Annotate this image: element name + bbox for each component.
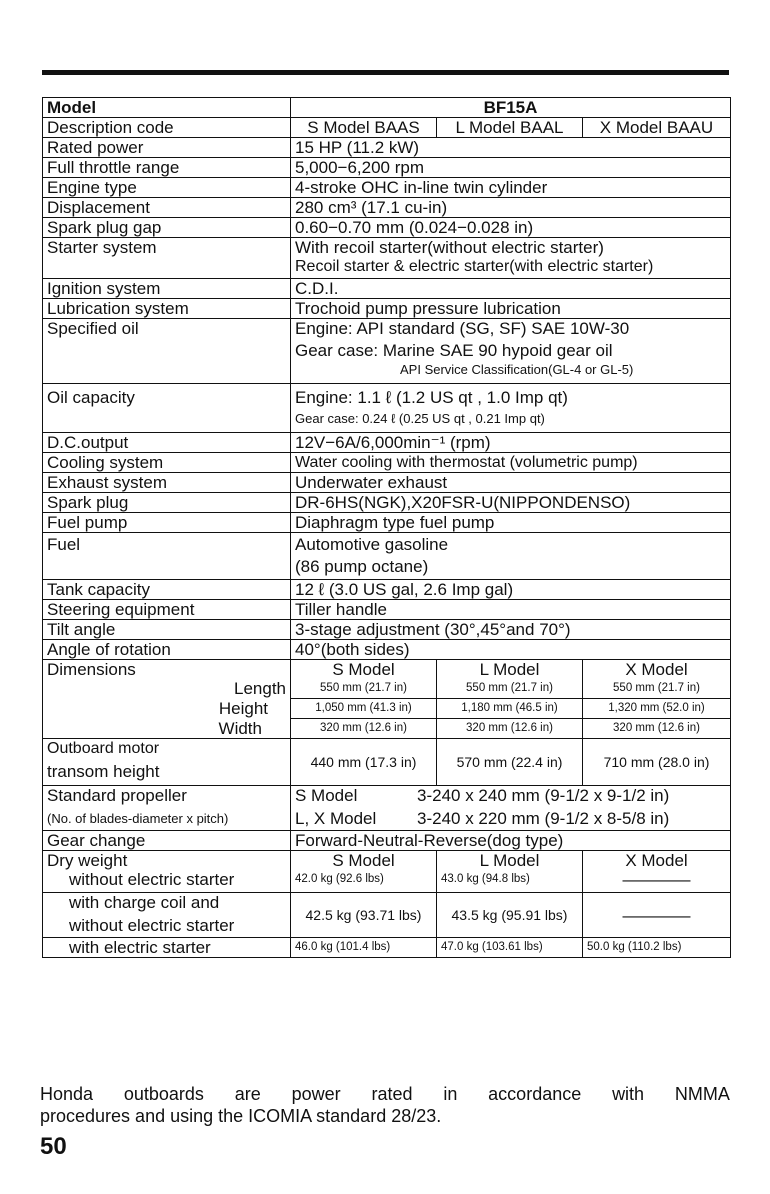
label-rated-power: Rated power [43, 138, 291, 158]
weight-label-1: without electric starter [43, 870, 291, 893]
label-oil-capacity: Oil capacity [43, 384, 291, 433]
weight-label-2a: with charge coil and [69, 893, 220, 912]
desc-x: X Model BAAU [583, 118, 731, 138]
row-specified-oil [43, 319, 731, 384]
row-dry-weight-head [43, 851, 731, 871]
weight-1-s: 42.0 kg (92.6 lbs) [291, 870, 437, 893]
weight-col-s: S Model [291, 851, 437, 871]
row-rated-power [43, 138, 731, 158]
weight-1-x: ———— [583, 870, 731, 893]
weight-label-2b: without electric starter [69, 916, 235, 935]
oil-gear: Gear case: Marine SAE 90 hypoid gear oil [295, 341, 613, 360]
foot-word-8: with [612, 1084, 645, 1104]
row-steering [43, 600, 731, 620]
row-transom [43, 739, 731, 786]
value-oil-capacity [291, 384, 731, 433]
label-propeller [43, 786, 291, 831]
weight-3-x: 50.0 kg (110.2 lbs) [583, 938, 731, 958]
height-x: 1,320 mm (52.0 in) [583, 699, 731, 719]
row-description [43, 118, 731, 138]
label-plug-gap: Spark plug gap [43, 218, 291, 238]
row-dry-weight-2 [43, 893, 731, 938]
height-s: 1,050 mm (41.3 in) [291, 699, 437, 719]
value-displacement: 280 cm³ (17.1 cu-in) [291, 198, 731, 218]
label-dc-output: D.C.output [43, 433, 291, 453]
desc-s: S Model BAAS [291, 118, 437, 138]
label-displacement: Displacement [43, 198, 291, 218]
value-throttle: 5,000−6,200 rpm [291, 158, 731, 178]
propeller-s-model: S Model [295, 786, 358, 805]
row-dimensions-width [43, 719, 731, 739]
value-tilt: 3-stage adjustment (30°,45°and 70°) [291, 620, 731, 640]
label-tilt: Tilt angle [43, 620, 291, 640]
value-steering: Tiller handle [291, 600, 731, 620]
row-ignition [43, 279, 731, 299]
spec-table [42, 97, 731, 958]
propeller-label-2: (No. of blades-diameter x pitch) [47, 811, 229, 826]
label-dimensions: Dimensions [43, 660, 291, 680]
desc-l: L Model BAAL [437, 118, 583, 138]
value-fuel [291, 533, 731, 580]
row-cooling [43, 453, 731, 473]
label-engine-type: Engine type [43, 178, 291, 198]
label-tank: Tank capacity [43, 580, 291, 600]
row-fuel-pump [43, 513, 731, 533]
label-length: Length [43, 679, 291, 699]
oil-capacity-gear: Gear case: 0.24 ℓ (0.25 US qt , 0.21 Imp qt) [295, 411, 545, 426]
value-exhaust: Underwater exhaust [291, 473, 731, 493]
width-x: 320 mm (12.6 in) [583, 719, 731, 739]
foot-word-4: power [291, 1084, 341, 1104]
transom-label-1: Outboard motor [47, 740, 160, 757]
fuel-octane: (86 pump octane) [295, 557, 429, 576]
weight-2-l: 43.5 kg (95.91 lbs) [437, 893, 583, 938]
label-lubrication: Lubrication system [43, 299, 291, 319]
label-height: Height [43, 699, 291, 719]
propeller-lx-value: 3-240 x 220 mm (9-1/2 x 8-5/8 in) [417, 809, 670, 828]
row-propeller [43, 786, 731, 831]
foot-word-9: NMMA [674, 1084, 730, 1104]
value-rated-power: 15 HP (11.2 kW) [291, 138, 731, 158]
label-rotation: Angle of rotation [43, 640, 291, 660]
footnote-line-2: procedures and using the ICOMIA standard 28/23. [40, 1106, 442, 1126]
value-propeller [291, 786, 731, 831]
label-fuel: Fuel [43, 533, 291, 580]
foot-word-7: accordance [488, 1084, 582, 1104]
label-spark-plug: Spark plug [43, 493, 291, 513]
weight-col-l: L Model [437, 851, 583, 871]
height-l: 1,180 mm (46.5 in) [437, 699, 583, 719]
foot-word-6: in [443, 1084, 458, 1104]
transom-x: 710 mm (28.0 in) [583, 739, 731, 786]
row-gear-change [43, 831, 731, 851]
weight-2-x: ———— [583, 893, 731, 938]
value-tank: 12 ℓ (3.0 US gal, 2.6 Imp gal) [291, 580, 731, 600]
label-width: Width [43, 719, 291, 739]
row-displacement [43, 198, 731, 218]
label-gear-change: Gear change [43, 831, 291, 851]
propeller-s [295, 786, 726, 805]
oil-engine: Engine: API standard (SG, SF) SAE 10W-30 [295, 319, 630, 338]
weight-3-s: 46.0 kg (101.4 lbs) [291, 938, 437, 958]
row-exhaust [43, 473, 731, 493]
foot-word-2: outboards [123, 1084, 204, 1104]
transom-s: 440 mm (17.3 in) [291, 739, 437, 786]
row-dry-weight-3 [43, 938, 731, 958]
label-ignition: Ignition system [43, 279, 291, 299]
label-description: Description code [43, 118, 291, 138]
weight-label-3: with electric starter [43, 938, 291, 958]
row-dimensions-head [43, 660, 731, 680]
value-gear-change: Forward-Neutral-Reverse(dog type) [291, 831, 731, 851]
width-s: 320 mm (12.6 in) [291, 719, 437, 739]
dim-col-s: S Model [291, 660, 437, 680]
weight-3-l: 47.0 kg (103.61 lbs) [437, 938, 583, 958]
page-number: 50 [40, 1133, 67, 1160]
row-fuel [43, 533, 731, 580]
value-plug-gap: 0.60−0.70 mm (0.024−0.028 in) [291, 218, 731, 238]
row-starter [43, 238, 731, 279]
label-throttle: Full throttle range [43, 158, 291, 178]
weight-col-x: X Model [583, 851, 731, 871]
dim-col-x: X Model [583, 660, 731, 680]
value-starter [291, 238, 731, 279]
value-model: BF15A [291, 98, 731, 118]
label-exhaust: Exhaust system [43, 473, 291, 493]
label-steering: Steering equipment [43, 600, 291, 620]
row-dry-weight-1 [43, 870, 731, 893]
row-engine-type [43, 178, 731, 198]
width-l: 320 mm (12.6 in) [437, 719, 583, 739]
label-starter: Starter system [43, 238, 291, 279]
value-ignition: C.D.I. [291, 279, 731, 299]
row-tilt [43, 620, 731, 640]
foot-word-1: Honda [40, 1084, 94, 1104]
top-rule [42, 70, 729, 75]
footnote-line-1 [40, 1083, 730, 1105]
row-model [43, 98, 731, 118]
label-cooling: Cooling system [43, 453, 291, 473]
oil-classification: API Service Classification(GL-4 or GL-5) [400, 362, 634, 377]
label-dry-weight: Dry weight [43, 851, 291, 871]
row-tank [43, 580, 731, 600]
fuel-type: Automotive gasoline [295, 535, 449, 554]
transom-label-2: transom height [47, 762, 160, 781]
label-transom [43, 739, 291, 786]
row-lubrication [43, 299, 731, 319]
foot-word-3: are [234, 1084, 261, 1104]
propeller-lx-model: L, X Model [295, 809, 377, 828]
label-specified-oil: Specified oil [43, 319, 291, 384]
weight-1-l: 43.0 kg (94.8 lbs) [437, 870, 583, 893]
label-model: Model [43, 98, 291, 118]
oil-capacity-engine: Engine: 1.1 ℓ (1.2 US qt , 1.0 Imp qt) [295, 388, 568, 407]
propeller-label-1: Standard propeller [47, 786, 187, 805]
weight-2-s: 42.5 kg (93.71 lbs) [291, 893, 437, 938]
value-engine-type: 4-stroke OHC in-line twin cylinder [291, 178, 731, 198]
value-specified-oil [291, 319, 731, 384]
starter-value-1: With recoil starter(without electric starter) [295, 238, 604, 257]
weight-label-2 [43, 893, 291, 938]
value-lubrication: Trochoid pump pressure lubrication [291, 299, 731, 319]
length-s: 550 mm (21.7 in) [291, 679, 437, 699]
value-fuel-pump: Diaphragm type fuel pump [291, 513, 731, 533]
foot-word-5: rated [371, 1084, 413, 1104]
transom-l: 570 mm (22.4 in) [437, 739, 583, 786]
row-dc-output [43, 433, 731, 453]
footnote [40, 1083, 730, 1127]
value-dc-output: 12V−6A/6,000min⁻¹ (rpm) [291, 433, 731, 453]
value-spark-plug: DR-6HS(NGK),X20FSR-U(NIPPONDENSO) [291, 493, 731, 513]
row-dimensions-length [43, 679, 731, 699]
length-x: 550 mm (21.7 in) [583, 679, 731, 699]
propeller-lx [295, 805, 726, 828]
row-spark-plug [43, 493, 731, 513]
row-dimensions-height [43, 699, 731, 719]
propeller-s-value: 3-240 x 240 mm (9-1/2 x 9-1/2 in) [417, 786, 670, 805]
starter-value-2: Recoil starter & electric starter(with electric starter) [295, 258, 654, 275]
dim-col-l: L Model [437, 660, 583, 680]
row-oil-capacity [43, 384, 731, 433]
label-fuel-pump: Fuel pump [43, 513, 291, 533]
value-cooling: Water cooling with thermostat (volumetric pump) [291, 453, 731, 473]
row-rotation [43, 640, 731, 660]
length-l: 550 mm (21.7 in) [437, 679, 583, 699]
row-plug-gap [43, 218, 731, 238]
row-throttle [43, 158, 731, 178]
value-rotation: 40°(both sides) [291, 640, 731, 660]
